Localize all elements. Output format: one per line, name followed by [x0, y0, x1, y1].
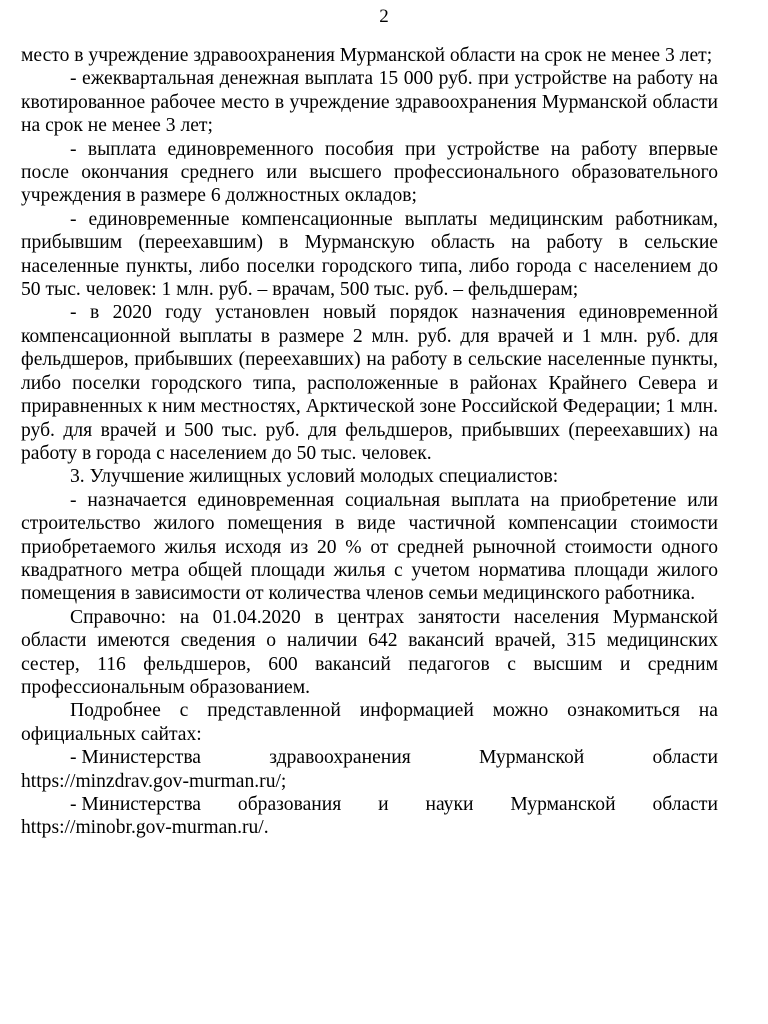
site-item-minzdrav	[21, 746, 718, 793]
section-heading-housing: 3. Улучшение жилищных условий молодых специалистов:	[70, 466, 559, 488]
site-url-minobr: https://minobr.gov-murman.ru/.	[21, 817, 269, 839]
paragraph-compensation-payments: - единовременные компенсационные выплаты медицинским работникам, прибывшим (переехавшим) в Мурманскую область на работу в сельские населенные пункты, либо поселки городского типа, либо города с населением до 50 тыс. человек: 1 млн. руб. – врачам, 500 тыс. руб. – фельдшерам;	[21, 208, 718, 301]
document-body	[21, 44, 718, 840]
site-word: здравоохранения	[269, 747, 411, 769]
site-word: - Министерства	[70, 794, 202, 815]
paragraph-continuation: место в учреждение здравоохранения Мурманской области на срок не менее 3 лет;	[21, 45, 713, 66]
paragraph-more-info: Подробнее с представленной информацией можно ознакомиться на официальных сайтах:	[21, 700, 718, 745]
site-word: - Министерства	[70, 747, 202, 769]
paragraph-housing-payment: - назначается единовременная социальная выплата на приобретение или строительство жилого помещения в виде частичной компенсации стоимости приобретаемого жилья исходя из 20 % от средней рыночной стоимости одного квадратного метра общей площади жилья с учетом норматива площади жилого помещения в зависимости от количества членов семьи медицинского работника.	[21, 489, 718, 605]
site-word: области	[652, 747, 718, 769]
site-word: области	[652, 794, 718, 815]
site-item-label	[21, 746, 718, 769]
site-word: Мурманской	[510, 794, 616, 815]
paragraph-quarterly-payment: - ежеквартальная денежная выплата 15 000 руб. при устройстве на работу на квотированное рабочее место в учреждение здравоохранения Мурманской области на срок не менее 3 лет;	[21, 68, 718, 137]
paragraph-one-time-allowance: - выплата единовременного пособия при устройстве на работу впервые после окончания среднего или высшего профессионального образовательного учреждения в размере 6 должностных окладов;	[21, 138, 718, 207]
site-word: и	[378, 794, 389, 815]
site-word: Мурманской	[479, 747, 585, 769]
site-item-label	[21, 793, 718, 816]
site-word: науки	[425, 794, 474, 815]
paragraph-2020-procedure: - в 2020 году установлен новый порядок назначения единовременной компенсационной выплаты в размере 2 млн. руб. для врачей и 1 млн. руб. для фельдшеров, прибывших (переехавших) на работу в сельские населенные пункты, либо поселки городского типа, расположенные в районах Крайнего Севера и приравненных к ним местностях, Арктической зоне Российской Федерации; 1 млн. руб. для врачей и 500 тыс. руб. для фельдшеров, прибывших (переехавших) на работу в города с населением до 50 тыс. человек.	[21, 302, 718, 464]
page-number: 2	[379, 6, 389, 27]
site-word: образования	[237, 794, 342, 815]
site-item-minobr	[21, 793, 718, 840]
paragraph-reference-vacancies: Справочно: на 01.04.2020 в центрах занятости населения Мурманской области имеются сведения о наличии 642 вакансий врачей, 315 медицинских сестер, 116 фельдшеров, 600 вакансий педагогов с высшим и средним профессиональным образованием.	[21, 606, 718, 698]
site-url-minzdrav: https://minzdrav.gov-murman.ru/;	[21, 770, 287, 792]
